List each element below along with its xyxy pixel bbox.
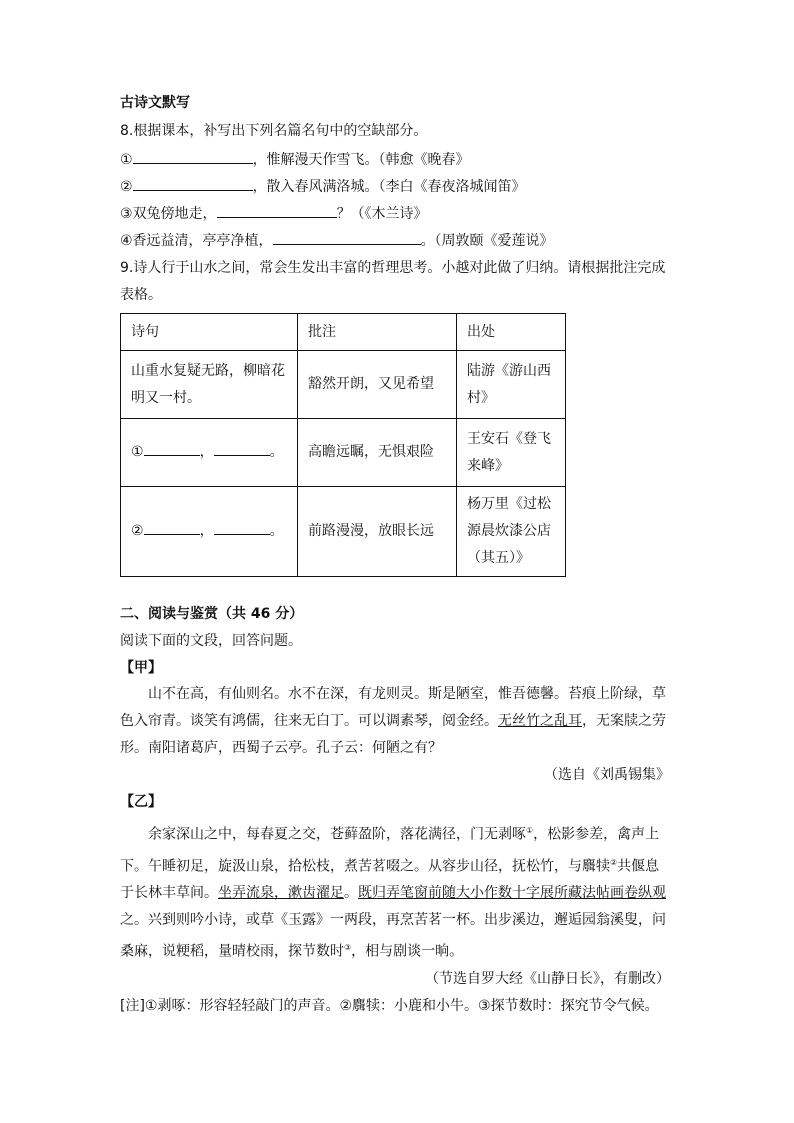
header-note: 批注 xyxy=(298,314,457,351)
passage-text: 余家深山之中，每春夏之交，苍藓盈阶，落花满径，门无剥啄 xyxy=(148,826,526,843)
item-text: ？（《木兰诗》 xyxy=(336,206,428,222)
source-text: 王安石《登飞 xyxy=(467,430,551,447)
footnote-marker: ③ xyxy=(344,943,352,953)
q8-item-3 xyxy=(120,203,428,224)
verse-cell xyxy=(121,419,298,487)
note-cell: 前路漫漫，放眼长远 xyxy=(298,487,457,577)
punctuation: ， xyxy=(199,523,214,539)
poetry-table xyxy=(120,313,566,577)
answer-blank[interactable] xyxy=(144,441,200,456)
passage-line xyxy=(120,849,670,881)
passage-yi xyxy=(120,817,670,1020)
item-text: 。（周敦颐《爱莲说》 xyxy=(420,233,554,249)
passage-line: 之。兴到则吟小诗，或草《玉露》一两段，再烹苦茗一杯。出步溪边，邂逅园翁溪叟，问 xyxy=(120,912,666,929)
section-title-reading: 二、阅读与鉴赏（共 46 分） xyxy=(120,606,304,622)
item-number: ① xyxy=(131,444,144,460)
table-row xyxy=(121,419,566,487)
passage-jia xyxy=(120,681,670,789)
source-text: 陆游《游山西 xyxy=(467,362,551,379)
passage-line: 色入帘青。谈笑有鸿儒，往来无白丁。可以调素琴，阅金经。 xyxy=(120,713,498,729)
item-number: ② xyxy=(131,523,144,539)
answer-blank[interactable] xyxy=(214,520,270,535)
answer-blank[interactable] xyxy=(144,520,200,535)
answer-blank[interactable] xyxy=(217,203,337,218)
answer-blank[interactable] xyxy=(133,149,253,164)
item-text: ，散入春风满洛城。（李白《春夜洛城闻笛》 xyxy=(252,179,526,195)
passage-text: ，松影参差，禽声上 xyxy=(533,826,660,843)
passage-text: 桑麻，说粳稻，量晴校雨，探节数时 xyxy=(120,943,344,960)
item-text: ，惟解漫天作雪飞。（韩愈《晚春》 xyxy=(252,152,470,168)
passage-line xyxy=(120,817,670,849)
punctuation: ， xyxy=(199,444,214,460)
item-text: ③双兔傍地走， xyxy=(120,206,217,222)
question-8-prompt: 8.根据课本，补写出下列名篇名句中的空缺部分。 xyxy=(120,123,428,139)
passage-line: 形。南阳诸葛庐，西蜀子云亭。孔子云：何陋之有？ xyxy=(120,740,442,756)
source-text: 村》 xyxy=(467,389,495,406)
footnote-marker: ② xyxy=(610,857,618,867)
source-text: 来峰》 xyxy=(467,457,509,474)
header-verse: 诗句 xyxy=(121,314,298,351)
table-row xyxy=(121,351,566,419)
answer-blank[interactable] xyxy=(214,441,270,456)
question-9-prompt-line2: 表格。 xyxy=(120,287,162,303)
passage-line: 山不在高，有仙则名。水不在深，有龙则灵。斯是陋室，惟吾德馨。苔痕上阶绿，草 xyxy=(148,686,666,702)
passage-jia-label: 【甲】 xyxy=(120,660,162,676)
table-row xyxy=(121,487,566,577)
verse-cell xyxy=(121,487,298,577)
source-text: 源晨炊漆公店 xyxy=(467,523,551,539)
answer-blank[interactable] xyxy=(133,176,253,191)
punctuation: 。 xyxy=(269,523,284,539)
passage-yi-label: 【乙】 xyxy=(120,794,162,810)
source-cell xyxy=(457,419,566,487)
source-cell xyxy=(457,487,566,577)
passage-line xyxy=(120,934,670,966)
passage-line: ，无案牍之劳 xyxy=(582,713,666,729)
item-text: ④香远益清，亭亭净植， xyxy=(120,233,273,249)
verse-cell xyxy=(121,351,298,419)
passage-text: 共偃息 xyxy=(617,858,660,875)
item-number: ① xyxy=(120,152,133,168)
punctuation: 。 xyxy=(269,444,284,460)
passage-text: 于长林丰草间。 xyxy=(120,885,218,902)
source-text: （其五）》 xyxy=(467,550,530,566)
passage-source: （节选自罗大经《山静日长》，有删改） xyxy=(425,970,670,987)
source-cell xyxy=(457,351,566,419)
note-cell: 高瞻远瞩，无惧艰险 xyxy=(298,419,457,487)
q8-item-4 xyxy=(120,230,554,251)
section-title-ancient-poetry: 古诗文默写 xyxy=(120,95,190,111)
passage-text: 下。午睡初足，旋汲山泉，拾松枝，煮苦茗啜之。从容步山径，抚松竹，与麛犊 xyxy=(120,858,610,875)
footnotes: [注]①剥啄：形容轻轻敲门的声音。②麛犊：小鹿和小牛。③探节数时：探究节令气候。 xyxy=(120,997,659,1014)
passage-text: ，相与剧谈一晌。 xyxy=(351,943,464,960)
underlined-sentence: 既归弄笔窗前随大小作数十字展所藏法帖画卷纵观 xyxy=(358,885,666,902)
passage-line xyxy=(120,880,670,907)
underlined-sentence: 无丝竹之乱耳 xyxy=(498,713,582,729)
answer-blank[interactable] xyxy=(273,230,421,245)
footnote-marker: ① xyxy=(526,826,534,835)
q8-item-1 xyxy=(120,149,470,170)
question-9-prompt-line1: 9.诗人行于山水之间，常会生发出丰富的哲理思考。小越对此做了归纳。请根据批注完成 xyxy=(120,260,666,276)
source-text: 杨万里《过松 xyxy=(467,496,551,512)
verse-text: 明又一村。 xyxy=(131,389,201,406)
passage-source: （选自《刘禹锡集》 xyxy=(544,767,670,783)
item-number: ② xyxy=(120,179,133,195)
passage-text: 。 xyxy=(344,885,358,902)
underlined-sentence: 坐弄流泉，漱齿濯足 xyxy=(218,885,344,902)
verse-text: 山重水复疑无路，柳暗花 xyxy=(131,362,285,379)
table-header-row xyxy=(121,314,566,351)
q8-item-2 xyxy=(120,176,526,197)
note-cell: 豁然开朗，又见希望 xyxy=(298,351,457,419)
header-source: 出处 xyxy=(457,314,566,351)
reading-intro: 阅读下面的文段，回答问题。 xyxy=(120,633,302,649)
